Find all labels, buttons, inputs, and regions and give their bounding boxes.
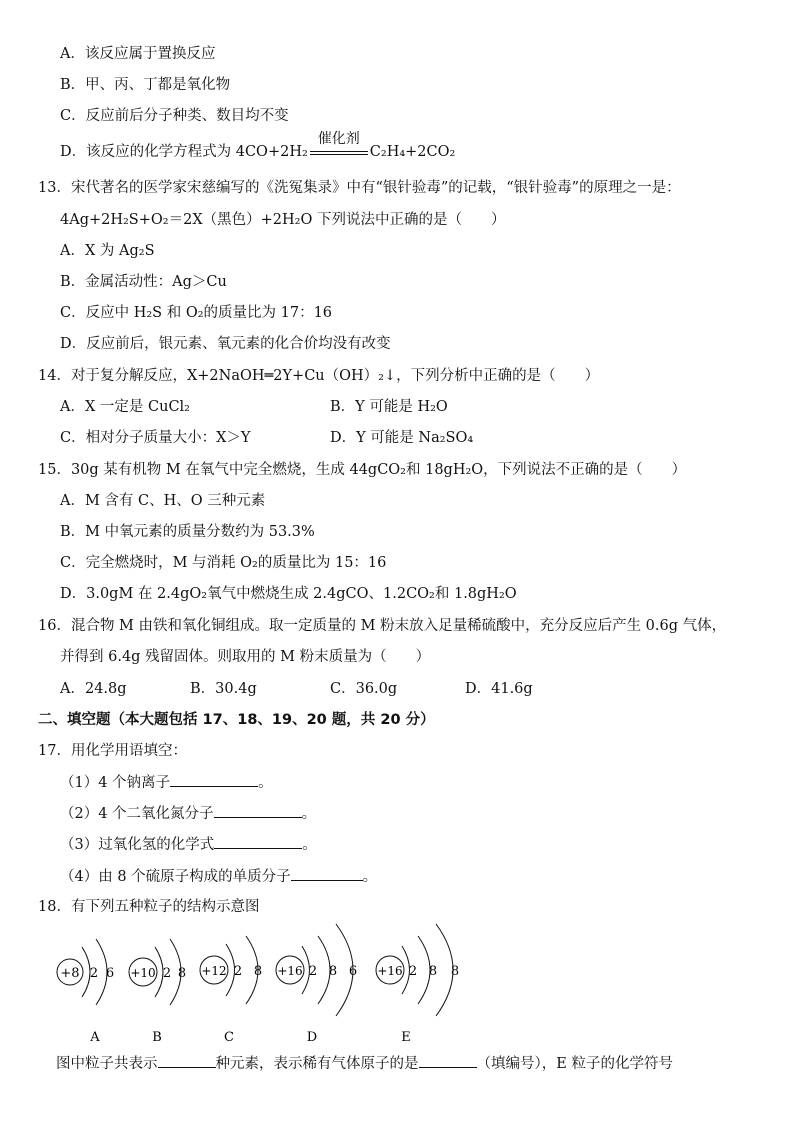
q14-option-c: C．相对分子质量大小：X＞Y <box>60 430 251 446</box>
catalyst-label: 催化剂 <box>317 131 360 147</box>
particle-label: D <box>306 1030 318 1045</box>
section-heading: 二、填空题（本大题包括 17、18、19、20 题，共 20 分） <box>38 712 435 728</box>
atom-diagram-a <box>57 939 114 1045</box>
q14-stem: 14．对于复分解反应，X+2NaOH═2Y+Cu（OH）₂↓，下列分析中正确的是（ ） <box>38 368 600 384</box>
q14-option-b: B．Y 可能是 H₂O <box>330 399 448 415</box>
catalyst-arrow <box>310 131 368 162</box>
q12-option-d <box>60 131 456 162</box>
electron-count: 2 <box>89 966 99 981</box>
particle-label: E <box>401 1030 411 1045</box>
q14-option-a: A．X 一定是 CuCl₂ <box>60 399 190 415</box>
electron-count: 2 <box>233 964 243 979</box>
electron-count: 8 <box>177 966 187 981</box>
q15-option-c: C．完全燃烧时，M 与消耗 O₂的质量比为 15：16 <box>60 555 387 571</box>
q12-option-a: A．该反应属于置换反应 <box>60 46 216 62</box>
q17-item-2-label: （2）4 个二氧化氮分子 <box>60 806 214 822</box>
atom-diagram-e <box>376 924 459 1045</box>
q16-stem-line1: 16．混合物 M 由铁和氧化铜组成。取一定质量的 M 粉末放入足量稀硫酸中，充分反应后产生 0.6g 气体， <box>38 618 727 634</box>
nucleus-charge: +16 <box>377 964 403 978</box>
atom-diagram-b <box>129 939 186 1045</box>
q17-item-3-label: （3）过氧化氢的化学式 <box>60 837 215 853</box>
q15-option-d: D．3.0gM 在 2.4gO₂氧气中燃烧生成 2.4gCO、1.2CO₂和 1.8gH₂O <box>60 586 517 602</box>
q17-item-4-end: 。 <box>362 869 378 885</box>
q18-bottom-text-1: 图中粒子共表示 <box>56 1056 158 1072</box>
answer-blank[interactable] <box>170 772 258 787</box>
q14-option-d: D．Y 可能是 Na₂SO₄ <box>330 430 474 446</box>
q13-option-c: C．反应中 H₂S 和 O₂的质量比为 17：16 <box>60 305 333 321</box>
q17-item-2-end: 。 <box>301 806 317 822</box>
q16-stem-line2: 并得到 6.4g 残留固体。则取用的 M 粉末质量为（ ） <box>60 649 431 665</box>
nucleus-charge: +8 <box>60 966 80 981</box>
q18-bottom-text-3: （填编号），E 粒子的化学符号 <box>476 1056 673 1072</box>
answer-blank[interactable] <box>158 1053 216 1068</box>
q17-item-2 <box>60 803 316 824</box>
q12-option-b: B．甲、丙、丁都是氧化物 <box>60 77 231 93</box>
particle-label: C <box>224 1030 234 1045</box>
electron-count: 2 <box>162 966 172 981</box>
particle-label: A <box>90 1030 100 1045</box>
nucleus-charge: +12 <box>201 964 227 978</box>
q17-item-3 <box>60 834 317 855</box>
q17-stem: 17．用化学用语填空： <box>38 743 187 759</box>
q18-stem: 18．有下列五种粒子的结构示意图 <box>38 899 260 915</box>
answer-blank[interactable] <box>214 803 302 818</box>
q13-stem-line2: 4Ag+2H₂S+O₂＝2X（黑色）+2H₂O 下列说法中正确的是（ ） <box>60 212 506 228</box>
electron-count: 8 <box>253 964 263 979</box>
atomic-structure-diagrams <box>0 920 794 1050</box>
q17-item-1 <box>60 772 273 793</box>
q13-option-a: A．X 为 Ag₂S <box>60 243 155 259</box>
q17-item-1-label: （1）4 个钠离子 <box>60 775 171 791</box>
particle-label: B <box>152 1030 162 1045</box>
q12-option-d-products: C₂H₄+2CO₂ <box>369 144 456 160</box>
electron-count: 6 <box>105 966 115 981</box>
nucleus-charge: +10 <box>130 966 156 980</box>
q15-stem: 15．30g 某有机物 M 在氧气中完全燃烧，生成 44gCO₂和 18gH₂O，下列说法不正确的是（ ） <box>38 462 687 478</box>
q13-option-d: D．反应前后，银元素、氧元素的化合价均没有改变 <box>60 336 391 352</box>
atom-diagram-c <box>200 936 262 1045</box>
q17-item-4-label: （4）由 8 个硫原子构成的单质分子 <box>60 869 291 885</box>
q17-item-1-end: 。 <box>258 775 273 791</box>
q15-option-a: A．M 含有 C、H、O 三种元素 <box>60 493 266 509</box>
q18-bottom-text-2: 种元素，表示稀有气体原子的是 <box>215 1056 419 1072</box>
answer-blank[interactable] <box>419 1053 477 1068</box>
q17-item-4 <box>60 866 377 887</box>
q18-bottom-line <box>56 1053 673 1074</box>
electron-count: 2 <box>308 964 318 979</box>
electron-count: 8 <box>328 964 338 979</box>
q15-option-b: B．M 中氧元素的质量分数约为 53.3% <box>60 524 315 540</box>
q13-option-b: B．金属活动性：Ag＞Cu <box>60 274 227 290</box>
electron-count: 6 <box>348 964 358 979</box>
q16-option-a: A．24.8g <box>60 681 127 697</box>
answer-blank[interactable] <box>291 866 363 881</box>
electron-count: 8 <box>450 964 460 979</box>
atom-diagram-d <box>276 924 357 1045</box>
q12-option-d-prefix: D．该反应的化学方程式为 4CO+2H₂ <box>60 144 308 160</box>
nucleus-charge: +16 <box>277 964 303 978</box>
q16-option-d: D．41.6g <box>465 681 533 697</box>
electron-count: 8 <box>428 964 438 979</box>
q16-option-c: C．36.0g <box>330 681 398 697</box>
q12-option-c: C．反应前后分子种类、数目均不变 <box>60 108 289 124</box>
q16-option-b: B．30.4g <box>190 681 257 697</box>
answer-blank[interactable] <box>214 834 302 849</box>
q13-stem-line1: 13．宋代著名的医学家宋慈编写的《洗冤集录》中有“银针验毒”的记载，“银针验毒”的原理之一是： <box>38 180 681 196</box>
q17-item-3-end: 。 <box>302 837 317 853</box>
electron-count: 2 <box>408 964 418 979</box>
